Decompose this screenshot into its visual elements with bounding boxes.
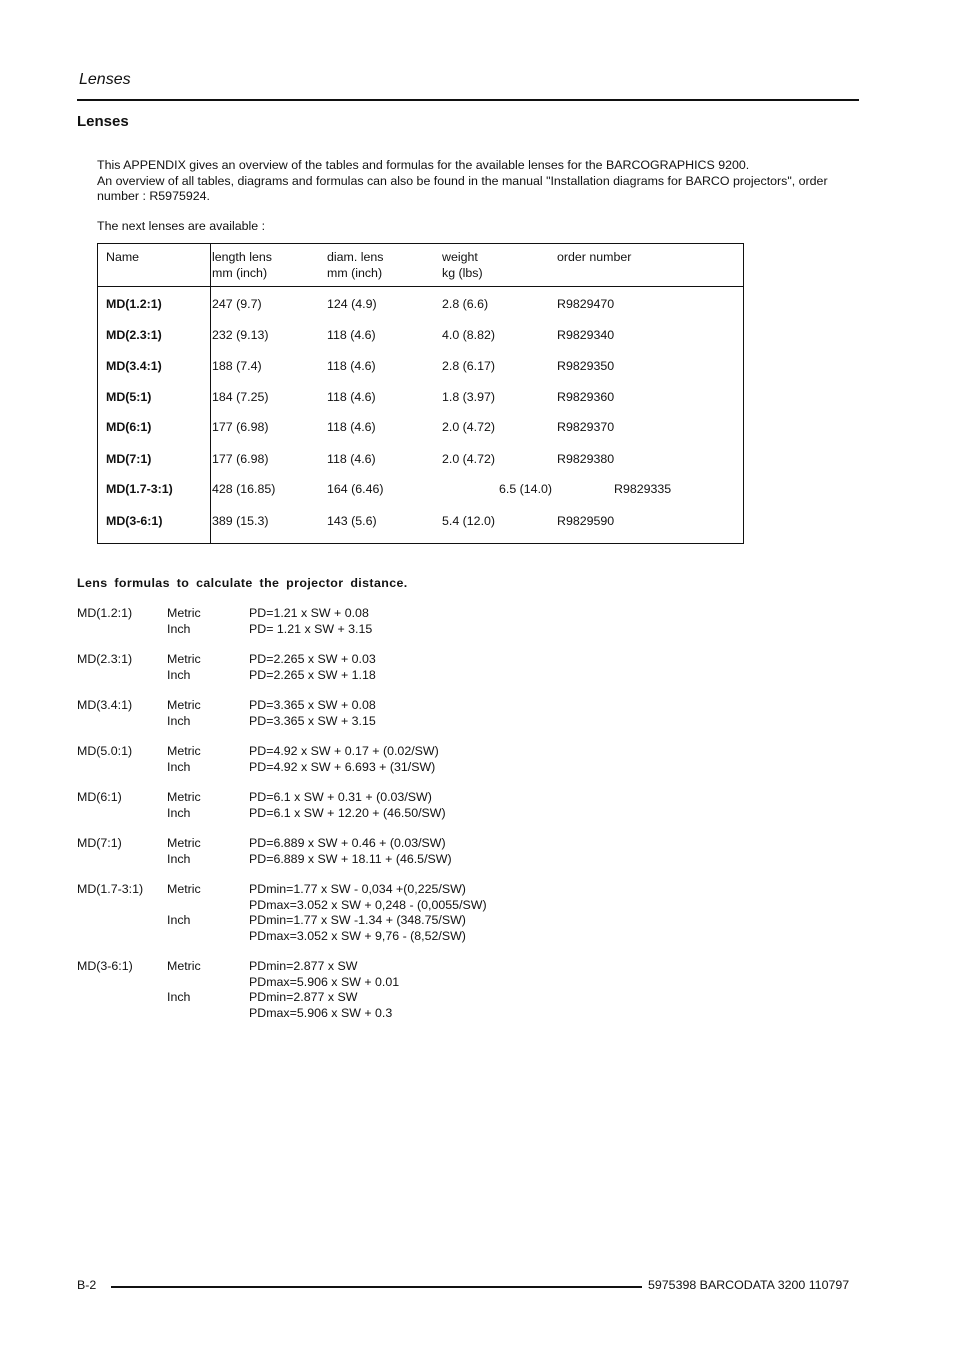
table-cell-diam: 118 (4.6) — [327, 328, 376, 342]
table-cell-length: 184 (7.25) — [212, 390, 269, 404]
formula-equation: PD=2.265 x SW + 1.18 — [249, 667, 376, 682]
table-cell-weight: 2.0 (4.72) — [442, 420, 496, 434]
formula-row — [77, 852, 487, 868]
table-cell-name: MD(1.2:1) — [106, 297, 162, 311]
table-cell-name: MD(3-6:1) — [106, 514, 163, 528]
formula-model — [77, 806, 167, 822]
footer-reference: 5975398 BARCODATA 3200 110797 — [648, 1278, 850, 1292]
formula-system: Inch — [167, 759, 191, 774]
formula-group — [77, 959, 487, 1021]
formula-equation: PDmax=3.052 x SW + 0,248 - (0,0055/SW) — [249, 897, 487, 912]
lens-table — [97, 243, 744, 544]
formula-system: Metric — [167, 959, 201, 973]
intro-paragraph-2: An overview of all tables, diagrams and formulas can also be found in the manual "Installation diagrams for BARCO projectors", order number : R5975924. — [97, 173, 828, 204]
formula-equation: PD=4.92 x SW + 6.693 + (31/SW) — [249, 759, 436, 774]
table-cell-weight: 2.8 (6.6) — [442, 297, 489, 311]
running-header: Lenses — [79, 71, 131, 88]
formula-system: Metric — [167, 744, 201, 758]
formula-title: Lens formulas to calculate the projector distance. — [77, 576, 408, 590]
formula-model — [77, 852, 167, 868]
header-weight-line-2: kg (lbs) — [442, 265, 483, 280]
table-cell-order: R9829360 — [557, 390, 615, 404]
available-label: The next lenses are available : — [97, 219, 266, 233]
formula-model — [77, 990, 167, 1006]
formula-row — [77, 760, 487, 776]
table-cell-diam: 164 (6.46) — [327, 482, 384, 496]
formula-equation: PDmin=1.77 x SW - 0,034 +(0,225/SW) — [249, 882, 466, 896]
formula-system: Metric — [167, 652, 201, 666]
formula-system: Metric — [167, 882, 201, 896]
header-weight-line-1: weight — [442, 250, 478, 264]
formula-list — [77, 606, 487, 1021]
table-cell-length: 177 (6.98) — [212, 452, 269, 466]
formula-model — [77, 714, 167, 730]
formula-equation: PDmin=2.877 x SW — [249, 959, 358, 973]
formula-system: Metric — [167, 836, 201, 850]
formula-system — [167, 929, 249, 945]
table-cell-length: 247 (9.7) — [212, 297, 262, 311]
formula-model — [77, 1006, 167, 1022]
formula-model — [77, 760, 167, 776]
table-cell-name: MD(2.3:1) — [106, 328, 162, 342]
header-order: order number — [557, 250, 632, 264]
formula-row — [77, 606, 487, 622]
formula-system: Inch — [167, 805, 191, 820]
header-rule — [77, 99, 859, 101]
table-cell-name: MD(5:1) — [106, 390, 152, 404]
formula-equation: PD=6.889 x SW + 0.46 + (0.03/SW) — [249, 836, 446, 850]
formula-row — [77, 882, 487, 898]
formula-row — [77, 1006, 487, 1022]
header-length-line-2: mm (inch) — [212, 265, 268, 280]
table-cell-diam: 143 (5.6) — [327, 514, 377, 528]
formula-equation: PD=4.92 x SW + 0.17 + (0.02/SW) — [249, 744, 439, 758]
formula-system: Inch — [167, 990, 191, 1004]
formula-system: Inch — [167, 621, 191, 636]
header-weight — [442, 250, 483, 281]
formula-system — [167, 1006, 249, 1022]
formula-model: MD(5.0:1) — [77, 744, 133, 758]
intro-text — [97, 158, 857, 205]
formula-model: MD(2.3:1) — [77, 652, 133, 666]
formula-system: Metric — [167, 606, 201, 620]
formula-row — [77, 959, 487, 975]
table-cell-weight: 2.8 (6.17) — [442, 359, 496, 373]
formula-model: MD(6:1) — [77, 790, 122, 804]
formula-equation: PD=6.1 x SW + 12.20 + (46.50/SW) — [249, 805, 446, 820]
formula-row — [77, 744, 487, 760]
formula-equation: PD=1.21 x SW + 0.08 — [249, 606, 369, 620]
formula-equation: PDmax=5.906 x SW + 0.3 — [249, 1005, 393, 1020]
formula-model — [77, 975, 167, 991]
formula-group — [77, 836, 487, 867]
formula-system: Inch — [167, 851, 191, 866]
formula-row — [77, 698, 487, 714]
header-diam — [327, 250, 383, 281]
intro-paragraph-1: This APPENDIX gives an overview of the tables and formulas for the available lenses for the BARCOGRAPHICS 9200. — [97, 158, 750, 172]
formula-system: Inch — [167, 713, 191, 728]
table-header-divider — [98, 286, 743, 287]
formula-group — [77, 744, 487, 775]
formula-row — [77, 652, 487, 668]
formula-model: MD(1.7-3:1) — [77, 882, 144, 896]
formula-group — [77, 882, 487, 944]
table-cell-name: MD(7:1) — [106, 452, 152, 466]
table-cell-length: 232 (9.13) — [212, 328, 269, 342]
formula-model — [77, 913, 167, 929]
formula-equation: PDmax=3.052 x SW + 9,76 - (8,52/SW) — [249, 928, 466, 943]
formula-group — [77, 652, 487, 683]
header-length — [212, 250, 272, 281]
table-cell-diam: 124 (4.9) — [327, 297, 377, 311]
formula-equation: PD=2.265 x SW + 0.03 — [249, 652, 376, 666]
formula-model: MD(3-6:1) — [77, 959, 133, 973]
table-cell-diam: 118 (4.6) — [327, 390, 376, 404]
table-cell-order: R9829380 — [557, 452, 615, 466]
table-cell-name: MD(1.7-3:1) — [106, 482, 173, 496]
table-cell-weight: 2.0 (4.72) — [442, 452, 496, 466]
formula-row — [77, 790, 487, 806]
table-cell-name: MD(3.4:1) — [106, 359, 162, 373]
formula-equation: PD=6.1 x SW + 0.31 + (0.03/SW) — [249, 790, 432, 804]
table-cell-order: R9829350 — [557, 359, 615, 373]
header-diam-line-1: diam. lens — [327, 250, 384, 264]
formula-model: MD(7:1) — [77, 836, 122, 850]
formula-row — [77, 990, 487, 1006]
table-cell-length: 188 (7.4) — [212, 359, 262, 373]
formula-row — [77, 668, 487, 684]
table-cell-order: R9829340 — [557, 328, 615, 342]
table-column-divider — [210, 244, 211, 543]
formula-system: Inch — [167, 913, 191, 927]
formula-row — [77, 714, 487, 730]
table-cell-length: 428 (16.85) — [212, 482, 276, 496]
table-cell-length: 177 (6.98) — [212, 420, 269, 434]
formula-row — [77, 622, 487, 638]
table-cell-order: R9829470 — [557, 297, 615, 311]
formula-system — [167, 898, 249, 914]
table-cell-order: R9829370 — [557, 420, 615, 434]
formula-model — [77, 622, 167, 638]
formula-group — [77, 606, 487, 637]
formula-model: MD(3.4:1) — [77, 698, 133, 712]
table-cell-name: MD(6:1) — [106, 420, 152, 434]
section-title: Lenses — [77, 113, 129, 130]
formula-row — [77, 913, 487, 929]
formula-row — [77, 975, 487, 991]
table-cell-diam: 118 (4.6) — [327, 359, 376, 373]
formula-row — [77, 806, 487, 822]
footer-page-number: B-2 — [77, 1278, 97, 1292]
formula-system: Inch — [167, 667, 191, 682]
formula-system: Metric — [167, 698, 201, 712]
formula-row — [77, 836, 487, 852]
header-name: Name — [106, 250, 140, 264]
formula-equation: PDmin=2.877 x SW — [249, 990, 358, 1004]
table-cell-weight: 6.5 (14.0) — [499, 482, 553, 496]
table-cell-weight: 5.4 (12.0) — [442, 514, 496, 528]
formula-equation: PD=3.365 x SW + 0.08 — [249, 698, 376, 712]
formula-group — [77, 790, 487, 821]
formula-equation: PD=6.889 x SW + 18.11 + (46.5/SW) — [249, 851, 452, 866]
header-length-line-1: length lens — [212, 250, 272, 264]
formula-model — [77, 929, 167, 945]
formula-group — [77, 698, 487, 729]
table-cell-diam: 118 (4.6) — [327, 420, 376, 434]
table-cell-length: 389 (15.3) — [212, 514, 269, 528]
table-cell-order: R9829335 — [614, 482, 672, 496]
formula-row — [77, 929, 487, 945]
formula-model: MD(1.2:1) — [77, 606, 133, 620]
table-cell-diam: 118 (4.6) — [327, 452, 376, 466]
formula-equation: PDmin=1.77 x SW -1.34 + (348.75/SW) — [249, 913, 466, 927]
table-cell-weight: 4.0 (8.82) — [442, 328, 496, 342]
formula-equation: PD=3.365 x SW + 3.15 — [249, 713, 376, 728]
header-diam-line-2: mm (inch) — [327, 265, 383, 280]
table-cell-weight: 1.8 (3.97) — [442, 390, 496, 404]
formula-row — [77, 898, 487, 914]
formula-model — [77, 668, 167, 684]
formula-equation: PD= 1.21 x SW + 3.15 — [249, 621, 373, 636]
formula-system: Metric — [167, 790, 201, 804]
footer-rule — [111, 1286, 642, 1288]
formula-system — [167, 975, 249, 991]
table-cell-order: R9829590 — [557, 514, 615, 528]
formula-equation: PDmax=5.906 x SW + 0.01 — [249, 974, 400, 989]
formula-model — [77, 898, 167, 914]
